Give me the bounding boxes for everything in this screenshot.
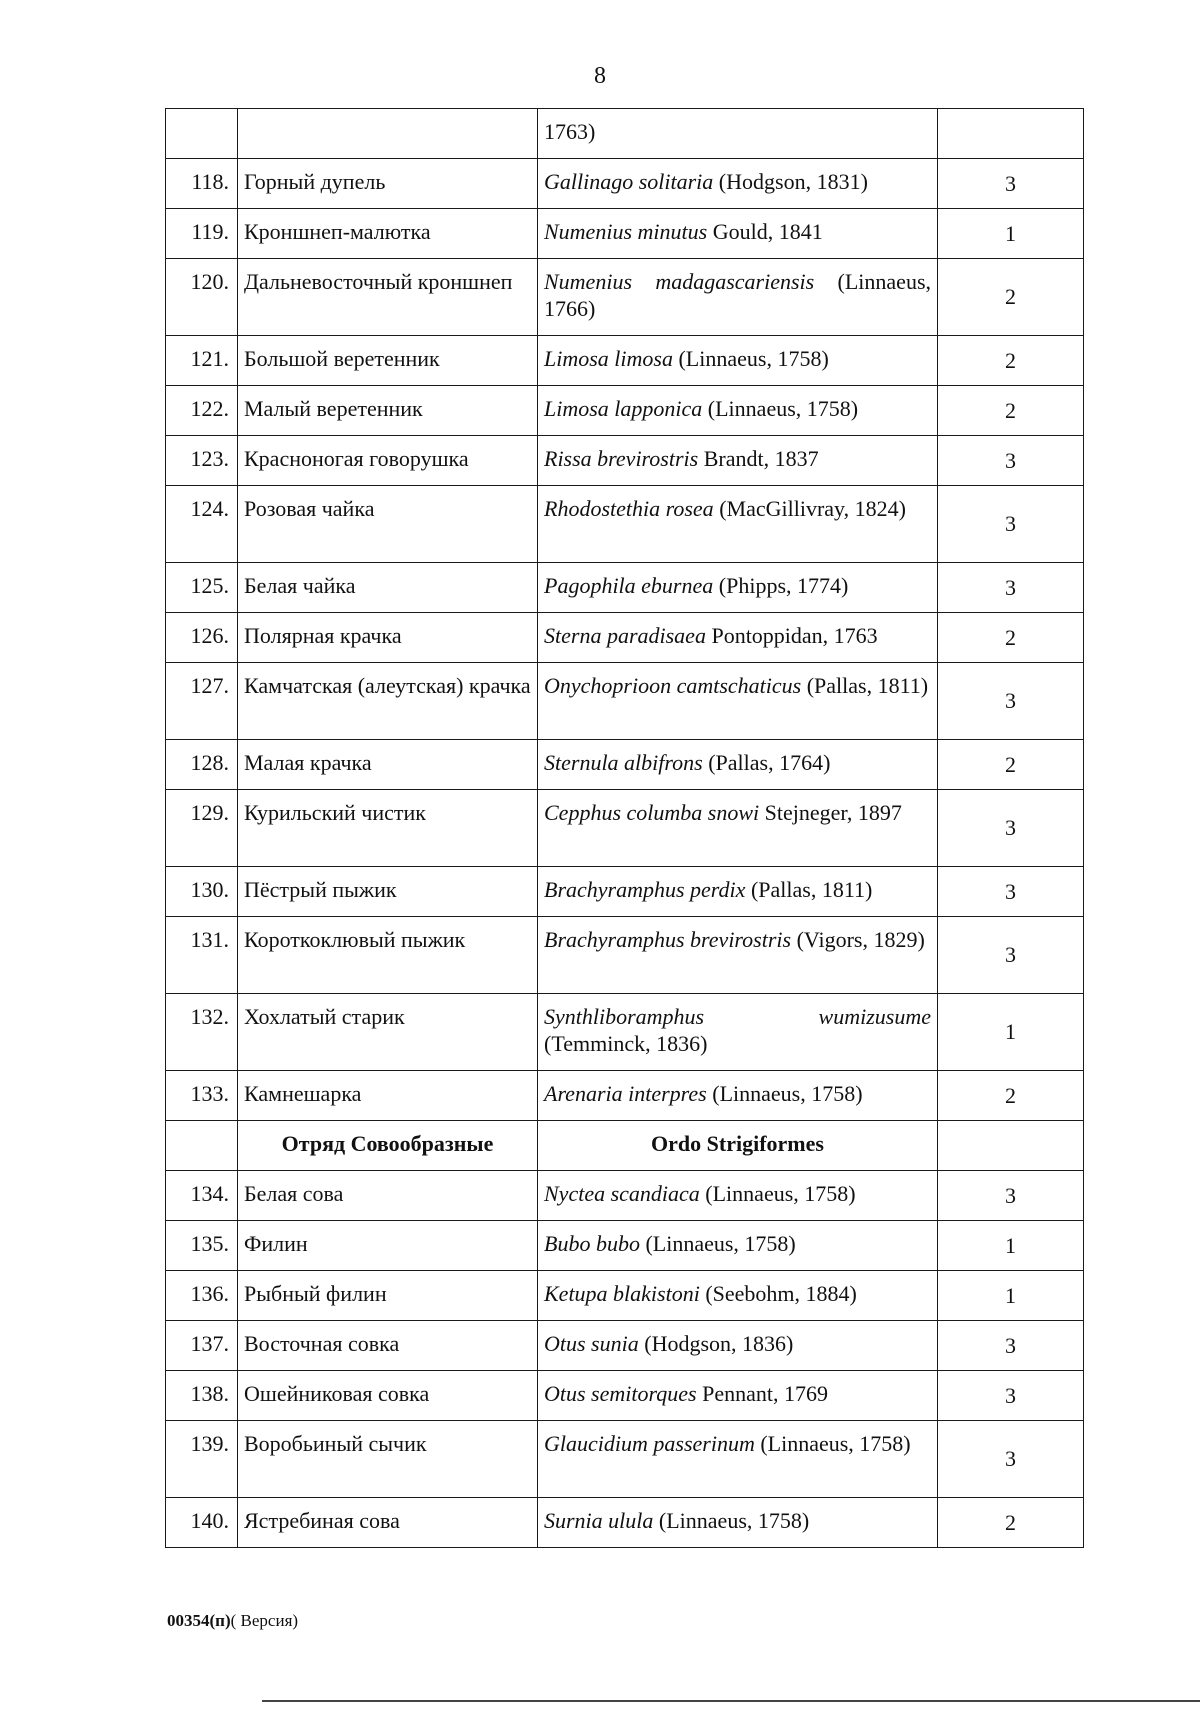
- row-number: 136.: [166, 1271, 238, 1321]
- russian-name: Пёстрый пыжик: [238, 867, 538, 917]
- species-epithet: Onychoprioon camtschaticus: [544, 673, 802, 698]
- table-row: [166, 336, 1084, 386]
- table-row: [166, 790, 1084, 867]
- russian-name: [238, 109, 538, 159]
- table-row: [166, 1271, 1084, 1321]
- status-category: 3: [938, 790, 1084, 867]
- table-row: [166, 613, 1084, 663]
- species-author: (Pallas, 1811): [745, 877, 873, 902]
- species-epithet: Glaucidium passerinum: [544, 1431, 755, 1456]
- species-author: Stejneger, 1897: [759, 800, 902, 825]
- species-author: (Linnaeus, 1758): [702, 396, 859, 421]
- table-row: [166, 740, 1084, 790]
- status-category: 3: [938, 1421, 1084, 1498]
- russian-name: Филин: [238, 1221, 538, 1271]
- species-epithet: Rhodostethia rosea: [544, 496, 714, 521]
- species-author: (Hodgson, 1836): [638, 1331, 794, 1356]
- russian-name: Камнешарка: [238, 1071, 538, 1121]
- latin-name: [538, 613, 938, 663]
- species-author: Pontoppidan, 1763: [705, 623, 878, 648]
- status-category: 3: [938, 486, 1084, 563]
- species-author: (Linnaeus, 1758): [672, 346, 829, 371]
- row-number: 122.: [166, 386, 238, 436]
- species-author: (Seebohm, 1884): [699, 1281, 857, 1306]
- species-author: (Linnaeus, 1766): [544, 269, 932, 321]
- table-row: [166, 1071, 1084, 1121]
- status-category: 3: [938, 159, 1084, 209]
- species-epithet: Limosa limosa: [544, 346, 673, 371]
- table-row: [166, 1498, 1084, 1548]
- table-row: [166, 663, 1084, 740]
- latin-name: [538, 386, 938, 436]
- russian-name: Горный дупель: [238, 159, 538, 209]
- latin-name: [538, 994, 938, 1071]
- row-number: 118.: [166, 159, 238, 209]
- row-number: 130.: [166, 867, 238, 917]
- latin-name: [538, 159, 938, 209]
- document-version-label: ( Версия): [230, 1611, 299, 1630]
- latin-name: [538, 663, 938, 740]
- latin-name: [538, 336, 938, 386]
- row-number: 139.: [166, 1421, 238, 1498]
- species-epithet: Synthliboramphus wumizusume: [544, 1004, 931, 1029]
- species-epithet: Ketupa blakistoni: [544, 1281, 700, 1306]
- species-author: (Linnaeus, 1758): [653, 1508, 810, 1533]
- species-author: Pennant, 1769: [696, 1381, 828, 1406]
- species-epithet: Bubo bubo: [544, 1231, 640, 1256]
- latin-name: [538, 486, 938, 563]
- row-number: 120.: [166, 259, 238, 336]
- species-table: [165, 108, 1084, 1548]
- russian-name: Малая крачка: [238, 740, 538, 790]
- row-number: 128.: [166, 740, 238, 790]
- russian-name: Ястребиная сова: [238, 1498, 538, 1548]
- status-category: 1: [938, 1221, 1084, 1271]
- species-author: 1763): [544, 119, 596, 144]
- status-category: 3: [938, 563, 1084, 613]
- latin-name: [538, 740, 938, 790]
- bottom-divider: [262, 1700, 1200, 1702]
- species-epithet: Cepphus columba snowi: [544, 800, 760, 825]
- latin-name: [538, 1371, 938, 1421]
- latin-name: [538, 1421, 938, 1498]
- latin-name: [538, 109, 938, 159]
- table-row: [166, 209, 1084, 259]
- latin-name: [538, 867, 938, 917]
- latin-name: [538, 1171, 938, 1221]
- species-epithet: Surnia ulula: [544, 1508, 654, 1533]
- status-category: 2: [938, 259, 1084, 336]
- latin-name: [538, 259, 938, 336]
- row-number: [166, 1121, 238, 1171]
- species-author: Brandt, 1837: [698, 446, 819, 471]
- document-code: [167, 1611, 298, 1631]
- status-category: 2: [938, 386, 1084, 436]
- row-number: 127.: [166, 663, 238, 740]
- russian-name: Розовая чайка: [238, 486, 538, 563]
- status-category: 3: [938, 917, 1084, 994]
- species-author: (Linnaeus, 1758): [639, 1231, 796, 1256]
- status-category: 1: [938, 209, 1084, 259]
- latin-name: [538, 917, 938, 994]
- russian-name: Рыбный филин: [238, 1271, 538, 1321]
- russian-name: Ошейниковая совка: [238, 1371, 538, 1421]
- species-epithet: Otus semitorques: [544, 1381, 697, 1406]
- status-category: 1: [938, 994, 1084, 1071]
- status-category: [938, 109, 1084, 159]
- status-category: 2: [938, 613, 1084, 663]
- table-row: [166, 1321, 1084, 1371]
- status-category: 3: [938, 1171, 1084, 1221]
- row-number: 134.: [166, 1171, 238, 1221]
- table-row: [166, 994, 1084, 1071]
- russian-name: Кроншнеп-малютка: [238, 209, 538, 259]
- table-row: [166, 917, 1084, 994]
- species-author: (Pallas, 1764): [702, 750, 831, 775]
- species-epithet: Nyctea scandiaca: [544, 1181, 700, 1206]
- status-category: 3: [938, 436, 1084, 486]
- row-number: 140.: [166, 1498, 238, 1548]
- row-number: 135.: [166, 1221, 238, 1271]
- species-author: (Vigors, 1829): [791, 927, 925, 952]
- russian-name: Полярная крачка: [238, 613, 538, 663]
- species-author: (Pallas, 1811): [801, 673, 929, 698]
- russian-name: Белая чайка: [238, 563, 538, 613]
- latin-name: [538, 1321, 938, 1371]
- page-number: 8: [594, 63, 606, 89]
- russian-name: Большой веретенник: [238, 336, 538, 386]
- row-number: 123.: [166, 436, 238, 486]
- species-epithet: Arenaria interpres: [544, 1081, 707, 1106]
- species-epithet: Otus sunia: [544, 1331, 639, 1356]
- table-row: [166, 867, 1084, 917]
- russian-name: Белая сова: [238, 1171, 538, 1221]
- table-row: [166, 563, 1084, 613]
- status-category: 3: [938, 1371, 1084, 1421]
- status-category: 2: [938, 336, 1084, 386]
- species-author: (Linnaeus, 1758): [699, 1181, 856, 1206]
- species-epithet: Rissa brevirostris: [544, 446, 699, 471]
- table-row: [166, 1371, 1084, 1421]
- species-epithet: Brachyramphus perdix: [544, 877, 746, 902]
- species-epithet: Sternula albifrons: [544, 750, 703, 775]
- row-number: 124.: [166, 486, 238, 563]
- species-author: (Linnaeus, 1758): [754, 1431, 911, 1456]
- order-name-russian: Отряд Совообразные: [238, 1121, 538, 1171]
- table-row: [166, 1221, 1084, 1271]
- russian-name: Воробьиный сычик: [238, 1421, 538, 1498]
- document-code-number: 00354(п): [167, 1611, 231, 1630]
- latin-name: [538, 1221, 938, 1271]
- latin-name: [538, 1071, 938, 1121]
- table-row: [166, 1421, 1084, 1498]
- status-category: 3: [938, 867, 1084, 917]
- species-author: (MacGillivray, 1824): [713, 496, 906, 521]
- species-author: (Hodgson, 1831): [713, 169, 868, 194]
- row-number: 131.: [166, 917, 238, 994]
- table-row: [166, 159, 1084, 209]
- status-category: 3: [938, 663, 1084, 740]
- latin-name: [538, 436, 938, 486]
- species-author: Gould, 1841: [707, 219, 823, 244]
- row-number: 129.: [166, 790, 238, 867]
- table-row: [166, 1171, 1084, 1221]
- row-number: 126.: [166, 613, 238, 663]
- species-epithet: Gallinago solitaria: [544, 169, 714, 194]
- order-name-latin: Ordo Strigiformes: [538, 1121, 938, 1171]
- row-number: 119.: [166, 209, 238, 259]
- russian-name: Восточная совка: [238, 1321, 538, 1371]
- row-number: [166, 109, 238, 159]
- status-category: 2: [938, 1498, 1084, 1548]
- russian-name: Хохлатый старик: [238, 994, 538, 1071]
- group-header-row: [166, 1121, 1084, 1171]
- russian-name: Красноногая говорушка: [238, 436, 538, 486]
- row-number: 121.: [166, 336, 238, 386]
- row-number: 132.: [166, 994, 238, 1071]
- species-author: (Phipps, 1774): [713, 573, 849, 598]
- table-row: [166, 436, 1084, 486]
- species-author: (Linnaeus, 1758): [706, 1081, 863, 1106]
- species-epithet: Brachyramphus brevirostris: [544, 927, 792, 952]
- status-category: 2: [938, 1071, 1084, 1121]
- latin-name: [538, 1498, 938, 1548]
- row-number: 133.: [166, 1071, 238, 1121]
- latin-name: [538, 1271, 938, 1321]
- species-epithet: Limosa lapponica: [544, 396, 703, 421]
- russian-name: Курильский чистик: [238, 790, 538, 867]
- row-number: 138.: [166, 1371, 238, 1421]
- row-number: 137.: [166, 1321, 238, 1371]
- russian-name: Малый веретенник: [238, 386, 538, 436]
- row-number: 125.: [166, 563, 238, 613]
- status-category: 2: [938, 740, 1084, 790]
- status-category: 3: [938, 1321, 1084, 1371]
- table-row: [166, 486, 1084, 563]
- latin-name: [538, 563, 938, 613]
- species-epithet: Numenius madagascariensis: [544, 269, 815, 294]
- latin-name: [538, 790, 938, 867]
- species-epithet: Sterna paradisaea: [544, 623, 706, 648]
- status-category: [938, 1121, 1084, 1171]
- russian-name: Короткоклювый пыжик: [238, 917, 538, 994]
- status-category: 1: [938, 1271, 1084, 1321]
- table-row: [166, 259, 1084, 336]
- table-row: [166, 109, 1084, 159]
- species-author: (Temminck, 1836): [544, 1031, 708, 1056]
- species-epithet: Numenius minutus: [544, 219, 708, 244]
- table-row: [166, 386, 1084, 436]
- species-epithet: Pagophila eburnea: [544, 573, 714, 598]
- latin-name: [538, 209, 938, 259]
- russian-name: Камчатская (алеутская) крачка: [238, 663, 538, 740]
- russian-name: Дальневосточный кроншнеп: [238, 259, 538, 336]
